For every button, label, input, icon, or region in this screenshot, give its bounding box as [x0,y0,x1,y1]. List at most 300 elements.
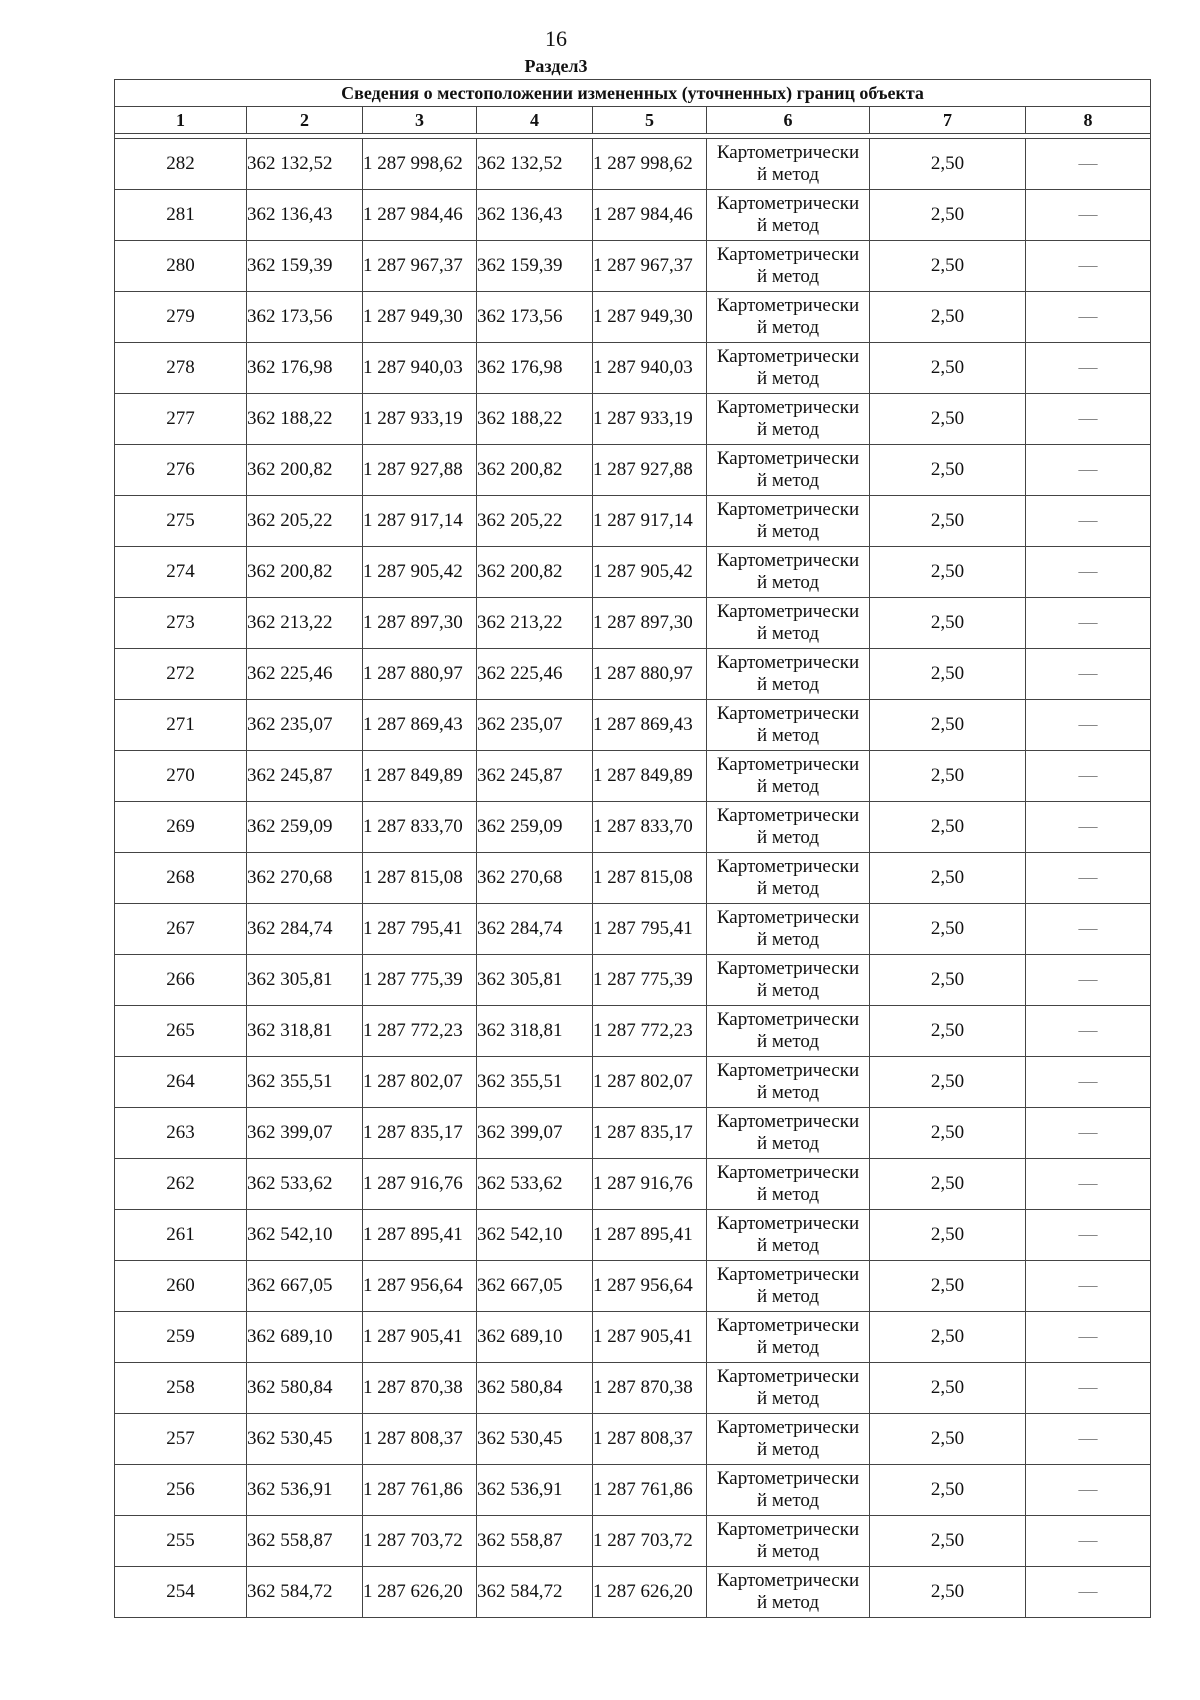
existing-x-cell: 362 284,74 [247,904,363,955]
method-cell [707,241,870,292]
existing-y-cell: 1 287 626,20 [363,1567,477,1618]
method-text: й метод [756,674,820,695]
note-cell: — [1026,1312,1151,1363]
existing-x-cell: 362 200,82 [247,445,363,496]
existing-x-cell: 362 530,45 [247,1414,363,1465]
method-cell [707,547,870,598]
precision-cell: 2,50 [870,1465,1026,1516]
method-cell [707,1159,870,1210]
new-x-cell: 362 542,10 [477,1210,593,1261]
method-text: й метод [756,1286,820,1307]
new-x-cell: 362 558,87 [477,1516,593,1567]
point-number-cell: 269 [115,802,247,853]
method-cell [707,904,870,955]
point-number-cell: 275 [115,496,247,547]
note-cell: — [1026,496,1151,547]
method-text: Картометрически [716,1366,860,1387]
method-text: й метод [756,623,820,644]
point-number-cell: 258 [115,1363,247,1414]
new-x-cell: 362 259,09 [477,802,593,853]
new-x-cell: 362 530,45 [477,1414,593,1465]
existing-y-cell: 1 287 870,38 [363,1363,477,1414]
method-text: Картометрически [716,244,860,265]
method-text: Картометрически [716,1570,860,1591]
method-cell [707,190,870,241]
existing-x-cell: 362 580,84 [247,1363,363,1414]
new-x-cell: 362 270,68 [477,853,593,904]
method-text: й метод [756,419,820,440]
precision-cell: 2,50 [870,1210,1026,1261]
table-row [115,1057,1151,1108]
existing-y-cell: 1 287 927,88 [363,445,477,496]
table-row [115,1261,1151,1312]
existing-x-cell: 362 188,22 [247,394,363,445]
precision-cell: 2,50 [870,853,1026,904]
point-number-cell: 256 [115,1465,247,1516]
method-text: й метод [756,725,820,746]
point-number-cell: 270 [115,751,247,802]
table-row [115,1159,1151,1210]
method-text: й метод [756,1235,820,1256]
existing-x-cell: 362 213,22 [247,598,363,649]
existing-x-cell: 362 245,87 [247,751,363,802]
note-cell: — [1026,241,1151,292]
note-cell: — [1026,649,1151,700]
precision-cell: 2,50 [870,598,1026,649]
precision-cell: 2,50 [870,496,1026,547]
method-text: Картометрически [716,397,860,418]
existing-y-cell: 1 287 775,39 [363,955,477,1006]
point-number-cell: 262 [115,1159,247,1210]
method-text: Картометрически [716,1162,860,1183]
table-row [115,598,1151,649]
new-y-cell: 1 287 905,41 [593,1312,707,1363]
table-row [115,496,1151,547]
method-text: й метод [756,266,820,287]
new-y-cell: 1 287 869,43 [593,700,707,751]
existing-x-cell: 362 205,22 [247,496,363,547]
point-number-cell: 266 [115,955,247,1006]
new-y-cell: 1 287 833,70 [593,802,707,853]
new-y-cell: 1 287 802,07 [593,1057,707,1108]
method-cell [707,1465,870,1516]
new-y-cell: 1 287 905,42 [593,547,707,598]
existing-y-cell: 1 287 905,42 [363,547,477,598]
new-y-cell: 1 287 761,86 [593,1465,707,1516]
precision-cell: 2,50 [870,649,1026,700]
method-cell [707,445,870,496]
table-row [115,445,1151,496]
existing-y-cell: 1 287 703,72 [363,1516,477,1567]
existing-x-cell: 362 536,91 [247,1465,363,1516]
precision-cell: 2,50 [870,394,1026,445]
table-row [115,1414,1151,1465]
new-x-cell: 362 200,82 [477,547,593,598]
existing-x-cell: 362 176,98 [247,343,363,394]
existing-x-cell: 362 159,39 [247,241,363,292]
new-y-cell: 1 287 917,14 [593,496,707,547]
method-cell [707,1363,870,1414]
note-cell: — [1026,853,1151,904]
table-row [115,802,1151,853]
new-y-cell: 1 287 933,19 [593,394,707,445]
existing-x-cell: 362 689,10 [247,1312,363,1363]
table-row [115,700,1151,751]
existing-x-cell: 362 200,82 [247,547,363,598]
method-text: Картометрически [716,448,860,469]
note-cell: — [1026,1465,1151,1516]
existing-y-cell: 1 287 815,08 [363,853,477,904]
method-text: Картометрически [716,754,860,775]
table-row [115,343,1151,394]
point-number-cell: 271 [115,700,247,751]
existing-x-cell: 362 259,09 [247,802,363,853]
method-text: Картометрически [716,601,860,622]
method-text: Картометрически [716,1009,860,1030]
existing-y-cell: 1 287 940,03 [363,343,477,394]
method-text: Картометрически [716,193,860,214]
point-number-cell: 264 [115,1057,247,1108]
existing-y-cell: 1 287 849,89 [363,751,477,802]
existing-x-cell: 362 399,07 [247,1108,363,1159]
new-y-cell: 1 287 772,23 [593,1006,707,1057]
existing-x-cell: 362 667,05 [247,1261,363,1312]
table-row [115,292,1151,343]
new-x-cell: 362 205,22 [477,496,593,547]
method-text: й метод [756,521,820,542]
precision-cell: 2,50 [870,139,1026,190]
method-cell [707,1312,870,1363]
new-x-cell: 362 132,52 [477,139,593,190]
precision-cell: 2,50 [870,343,1026,394]
method-cell [707,343,870,394]
method-text: Картометрически [716,1213,860,1234]
existing-y-cell: 1 287 880,97 [363,649,477,700]
method-text: Картометрически [716,958,860,979]
precision-cell: 2,50 [870,292,1026,343]
existing-y-cell: 1 287 956,64 [363,1261,477,1312]
column-number: 5 [593,107,707,134]
existing-y-cell: 1 287 833,70 [363,802,477,853]
precision-cell: 2,50 [870,904,1026,955]
column-number: 3 [363,107,477,134]
point-number-cell: 254 [115,1567,247,1618]
table-row [115,1516,1151,1567]
precision-cell: 2,50 [870,955,1026,1006]
point-number-cell: 280 [115,241,247,292]
existing-x-cell: 362 542,10 [247,1210,363,1261]
new-x-cell: 362 399,07 [477,1108,593,1159]
existing-y-cell: 1 287 761,86 [363,1465,477,1516]
method-text: й метод [756,215,820,236]
method-text: й метод [756,929,820,950]
point-number-cell: 267 [115,904,247,955]
new-x-cell: 362 536,91 [477,1465,593,1516]
method-text: Картометрически [716,1519,860,1540]
new-x-cell: 362 176,98 [477,343,593,394]
method-text: й метод [756,1490,820,1511]
new-y-cell: 1 287 626,20 [593,1567,707,1618]
new-y-cell: 1 287 703,72 [593,1516,707,1567]
note-cell: — [1026,1159,1151,1210]
table-title: Сведения о местоположении измененных (уточненных) границ объекта [115,80,1151,107]
existing-x-cell: 362 305,81 [247,955,363,1006]
note-cell: — [1026,292,1151,343]
new-y-cell: 1 287 835,17 [593,1108,707,1159]
new-x-cell: 362 580,84 [477,1363,593,1414]
section-label: Раздел3 [524,56,588,76]
new-x-cell: 362 173,56 [477,292,593,343]
method-text: Картометрически [716,142,860,163]
method-cell [707,1567,870,1618]
method-cell [707,1516,870,1567]
existing-y-cell: 1 287 967,37 [363,241,477,292]
method-text: Картометрически [716,1264,860,1285]
precision-cell: 2,50 [870,1261,1026,1312]
existing-y-cell: 1 287 808,37 [363,1414,477,1465]
table-row [115,394,1151,445]
note-cell: — [1026,751,1151,802]
table-row [115,904,1151,955]
page-number: 16 [545,26,567,51]
new-x-cell: 362 284,74 [477,904,593,955]
method-cell [707,649,870,700]
method-cell [707,139,870,190]
new-y-cell: 1 287 998,62 [593,139,707,190]
method-cell [707,1210,870,1261]
point-number-cell: 274 [115,547,247,598]
new-x-cell: 362 200,82 [477,445,593,496]
existing-y-cell: 1 287 772,23 [363,1006,477,1057]
table-row [115,1567,1151,1618]
method-text: й метод [756,1439,820,1460]
method-cell [707,955,870,1006]
precision-cell: 2,50 [870,700,1026,751]
column-number: 1 [115,107,247,134]
note-cell: — [1026,700,1151,751]
existing-y-cell: 1 287 802,07 [363,1057,477,1108]
boundary-table [114,79,1151,1618]
existing-x-cell: 362 225,46 [247,649,363,700]
note-cell: — [1026,1210,1151,1261]
precision-cell: 2,50 [870,1108,1026,1159]
existing-y-cell: 1 287 916,76 [363,1159,477,1210]
column-number-row [115,107,1151,134]
method-text: й метод [756,1082,820,1103]
column-number: 6 [707,107,870,134]
method-text: Картометрически [716,346,860,367]
method-text: Картометрически [716,1315,860,1336]
point-number-cell: 263 [115,1108,247,1159]
precision-cell: 2,50 [870,1057,1026,1108]
existing-x-cell: 362 533,62 [247,1159,363,1210]
table-row [115,139,1151,190]
new-y-cell: 1 287 956,64 [593,1261,707,1312]
new-x-cell: 362 136,43 [477,190,593,241]
new-x-cell: 362 245,87 [477,751,593,802]
method-text: й метод [756,1541,820,1562]
method-text: Картометрически [716,856,860,877]
new-x-cell: 362 667,05 [477,1261,593,1312]
existing-x-cell: 362 558,87 [247,1516,363,1567]
note-cell: — [1026,1567,1151,1618]
note-cell: — [1026,802,1151,853]
table-row [115,547,1151,598]
existing-y-cell: 1 287 984,46 [363,190,477,241]
point-number-cell: 261 [115,1210,247,1261]
table-row [115,190,1151,241]
method-cell [707,1108,870,1159]
existing-y-cell: 1 287 998,62 [363,139,477,190]
method-cell [707,496,870,547]
note-cell: — [1026,955,1151,1006]
point-number-cell: 281 [115,190,247,241]
method-text: й метод [756,827,820,848]
point-number-cell: 278 [115,343,247,394]
note-cell: — [1026,1414,1151,1465]
precision-cell: 2,50 [870,1159,1026,1210]
new-y-cell: 1 287 808,37 [593,1414,707,1465]
new-y-cell: 1 287 815,08 [593,853,707,904]
existing-y-cell: 1 287 897,30 [363,598,477,649]
table-row [115,241,1151,292]
method-text: й метод [756,572,820,593]
new-x-cell: 362 584,72 [477,1567,593,1618]
method-cell [707,853,870,904]
table-row [115,1210,1151,1261]
new-x-cell: 362 305,81 [477,955,593,1006]
method-cell [707,598,870,649]
point-number-cell: 265 [115,1006,247,1057]
new-y-cell: 1 287 795,41 [593,904,707,955]
method-cell [707,292,870,343]
method-text: й метод [756,1133,820,1154]
point-number-cell: 277 [115,394,247,445]
new-x-cell: 362 355,51 [477,1057,593,1108]
method-text: й метод [756,1388,820,1409]
method-text: й метод [756,878,820,899]
new-x-cell: 362 213,22 [477,598,593,649]
method-text: Картометрически [716,703,860,724]
note-cell: — [1026,547,1151,598]
point-number-cell: 279 [115,292,247,343]
method-cell [707,802,870,853]
existing-y-cell: 1 287 795,41 [363,904,477,955]
existing-x-cell: 362 235,07 [247,700,363,751]
precision-cell: 2,50 [870,1414,1026,1465]
method-text: й метод [756,1337,820,1358]
note-cell: — [1026,1261,1151,1312]
new-x-cell: 362 318,81 [477,1006,593,1057]
note-cell: — [1026,1516,1151,1567]
existing-y-cell: 1 287 869,43 [363,700,477,751]
table-row [115,649,1151,700]
new-y-cell: 1 287 895,41 [593,1210,707,1261]
note-cell: — [1026,904,1151,955]
precision-cell: 2,50 [870,1567,1026,1618]
method-cell [707,751,870,802]
table-row [115,955,1151,1006]
point-number-cell: 276 [115,445,247,496]
note-cell: — [1026,1363,1151,1414]
existing-y-cell: 1 287 933,19 [363,394,477,445]
new-y-cell: 1 287 870,38 [593,1363,707,1414]
new-y-cell: 1 287 949,30 [593,292,707,343]
new-x-cell: 362 533,62 [477,1159,593,1210]
new-x-cell: 362 235,07 [477,700,593,751]
note-cell: — [1026,445,1151,496]
new-x-cell: 362 225,46 [477,649,593,700]
table-row [115,751,1151,802]
precision-cell: 2,50 [870,445,1026,496]
method-text: й метод [756,1184,820,1205]
method-text: Картометрически [716,550,860,571]
method-text: Картометрически [716,907,860,928]
point-number-cell: 257 [115,1414,247,1465]
method-text: й метод [756,470,820,491]
method-text: Картометрически [716,499,860,520]
point-number-cell: 282 [115,139,247,190]
method-text: й метод [756,1031,820,1052]
new-y-cell: 1 287 775,39 [593,955,707,1006]
method-text: й метод [756,1592,820,1613]
method-text: Картометрически [716,295,860,316]
point-number-cell: 255 [115,1516,247,1567]
new-y-cell: 1 287 880,97 [593,649,707,700]
note-cell: — [1026,1006,1151,1057]
existing-y-cell: 1 287 917,14 [363,496,477,547]
method-text: Картометрически [716,1060,860,1081]
method-cell [707,1006,870,1057]
method-cell [707,700,870,751]
method-cell [707,1057,870,1108]
new-y-cell: 1 287 940,03 [593,343,707,394]
new-x-cell: 362 188,22 [477,394,593,445]
column-number: 2 [247,107,363,134]
new-y-cell: 1 287 897,30 [593,598,707,649]
method-text: Картометрически [716,1417,860,1438]
existing-x-cell: 362 318,81 [247,1006,363,1057]
note-cell: — [1026,139,1151,190]
new-x-cell: 362 159,39 [477,241,593,292]
method-text: й метод [756,164,820,185]
method-text: Картометрически [716,1111,860,1132]
table-row [115,1312,1151,1363]
existing-x-cell: 362 270,68 [247,853,363,904]
method-text: й метод [756,980,820,1001]
point-number-cell: 273 [115,598,247,649]
existing-y-cell: 1 287 905,41 [363,1312,477,1363]
column-number: 7 [870,107,1026,134]
table-row [115,1465,1151,1516]
precision-cell: 2,50 [870,1516,1026,1567]
table-row [115,1363,1151,1414]
existing-x-cell: 362 136,43 [247,190,363,241]
note-cell: — [1026,394,1151,445]
new-y-cell: 1 287 916,76 [593,1159,707,1210]
existing-x-cell: 362 132,52 [247,139,363,190]
method-text: Картометрически [716,805,860,826]
table-row [115,1006,1151,1057]
table-row [115,853,1151,904]
method-text: Картометрически [716,652,860,673]
new-y-cell: 1 287 967,37 [593,241,707,292]
method-text: й метод [756,368,820,389]
method-cell [707,394,870,445]
precision-cell: 2,50 [870,241,1026,292]
note-cell: — [1026,190,1151,241]
precision-cell: 2,50 [870,751,1026,802]
